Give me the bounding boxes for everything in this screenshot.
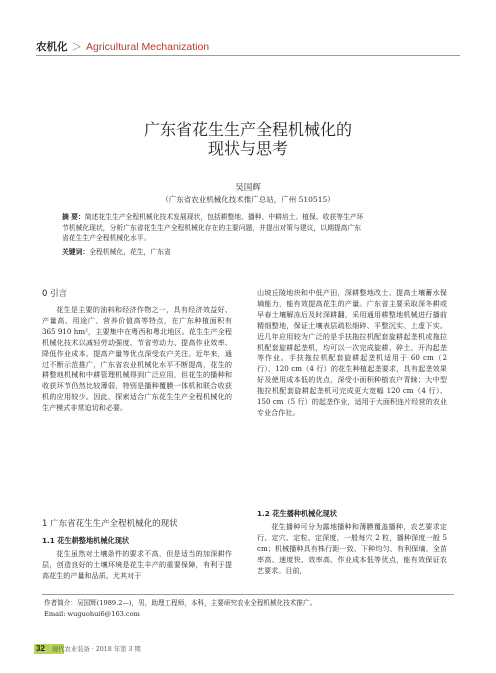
paragraph-tillage-continued: 山坡丘陵地块和中低产田，深耕整地改土、提高土壤蓄水保墒能力，能有效提高花生的产量。广东省主要采取深冬耕或早春土壤解冻后及时深耕翻，采用通用耕整地机械进行播前精细整地，保证土壤表层疏松细碎、平整沉实、上虚下实。近几年应用较为广泛的是手扶拖拉机配套旋耕起垄机或拖拉机配套旋耕起垄机，均可以一次完成旋耕、碎土、开沟起垄等作业。手扶拖拉机配套旋耕起垄机适用于 60 cm（2 行）、120 cm（4 行）的花生种植起垄要求，具有起垄效果好及使用成本低的优点，深受小面积种植农户青睐；大中型拖拉机配套旋耕起垄机可完成更大宽幅 120 cm（4 行）、150 cm（5 行）的起垄作业，适用于大面积连片经营的农业专业合作社。	[257, 288, 447, 417]
article-title-line-2: 现状与思考	[207, 139, 288, 158]
abstract	[62, 212, 434, 244]
heading-introduction: 0 引言	[42, 289, 68, 299]
heading-section-1-1: 1.1 花生耕整地机械化现状	[42, 536, 130, 545]
journal-issue: 现代农业装备 · 2018 年第 3 期	[52, 646, 141, 653]
left-column-body-2	[42, 549, 232, 582]
right-column-body	[257, 288, 447, 419]
right-column-body-2	[257, 522, 447, 577]
abstract-line-2: 节机械化现状，分析广东省花生生产全程机械化存在的主要问题，并提出对策与建议，以期提高广东	[62, 223, 362, 232]
left-column-body	[42, 305, 232, 414]
header-divider	[36, 55, 460, 56]
keywords-text: 全程机械化，花生，广东省	[89, 248, 171, 256]
page-number: 32	[36, 644, 45, 653]
footnote-divider	[42, 594, 454, 595]
keywords-label: 关键词：	[62, 248, 90, 256]
abstract-label: 摘 要：	[62, 213, 85, 221]
author-name: 吴国辉	[235, 183, 261, 193]
abstract-line-1: 简述花生生产全程机械化技术发展现状，包括耕整地、播种、中耕培土、植保、收获等生产环	[84, 213, 364, 221]
abstract-line-3: 省花生生产全程机械化水平。	[62, 234, 151, 242]
author-affiliation: （广东省农业机械化技术推广总站，广州 510515）	[161, 195, 335, 204]
article-title-line-1: 广东省花生生产全程机械化的	[143, 120, 352, 139]
chevron-right-icon: ＞	[71, 41, 82, 53]
heading-section-1-2: 1.2 花生播种机械化现状	[257, 509, 337, 518]
section-name-cn: 农机化	[36, 41, 68, 53]
running-header	[36, 40, 209, 54]
keywords	[62, 247, 434, 258]
section-name-en: Agricultural Mechanization	[86, 41, 210, 53]
paragraph-sowing: 花生播种可分为露地播种和薄膜覆盖播种，农艺要求定行、定穴、定粒、定深度，一般每穴 2 粒，播种深度一般 5 cm；机械播种具有株行距一致、下种均匀、有利保墒、全苗率高、速度快、效率高、作业成本低等优点，能有效保证农艺要求。目前，	[257, 522, 447, 575]
paragraph-introduction: 花生是主要的油料和经济作物之一，具有经济效益好、产量高、用途广、营养价值高等特点，在广东种植面积有 365 910 hm²，主要集中在粤西和粤北地区。花生生产全程机械化技术以减轻劳动强度、节省劳动力、提高作业效率、降低作业成本、提高产量等优点深受农户关注。近年来，通过不断示范推广，广东省农业机械化水平不断提高，花生的耕整地机械和中耕管理机械得到广泛应用，但花生的播种和收获环节仍然比较薄弱，特别是播种覆膜一体机和联合收获机的应用较少。因此，探索适合广东花生生产全程机械化的生产模式非常迫切和必要。	[42, 305, 232, 413]
author-email: Email: wuguohui6@163.com	[44, 610, 140, 618]
paragraph-tillage: 花生虽然对土壤条件的要求不高，但是适当的加深耕作层，创造良好的土壤环境是花生丰产的重要保障，有利于提高花生的产量和品质。尤其对于	[42, 549, 232, 580]
heading-section-1: 1 广东省花生生产全程机械化的现状	[42, 519, 178, 529]
author-bio: 作者简介：吴国辉(1989.2—)，男，助理工程师，本科，主要研究农业全程机械化技术推广。	[44, 599, 317, 607]
